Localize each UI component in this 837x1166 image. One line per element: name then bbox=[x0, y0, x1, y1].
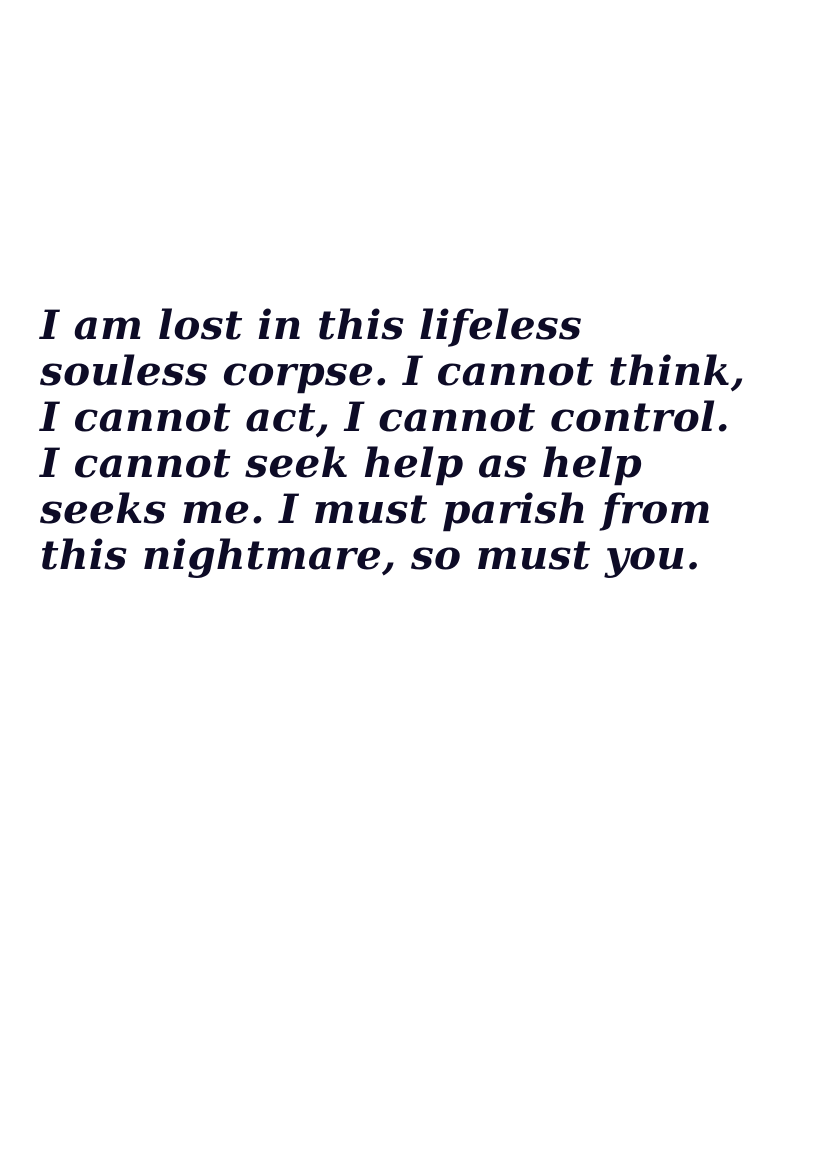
passage-line-1: I am lost in this lifeless bbox=[40, 301, 583, 349]
passage-line-2: souless corpse. I cannot think, bbox=[40, 347, 746, 395]
passage-line-5: seeks me. I must parish from bbox=[40, 485, 712, 533]
passage-line-6: this nightmare, so must you. bbox=[40, 531, 701, 579]
poem-passage bbox=[40, 302, 820, 578]
passage-line-3: I cannot act, I cannot control. bbox=[40, 393, 731, 441]
passage-line-4: I cannot seek help as help bbox=[40, 439, 643, 487]
